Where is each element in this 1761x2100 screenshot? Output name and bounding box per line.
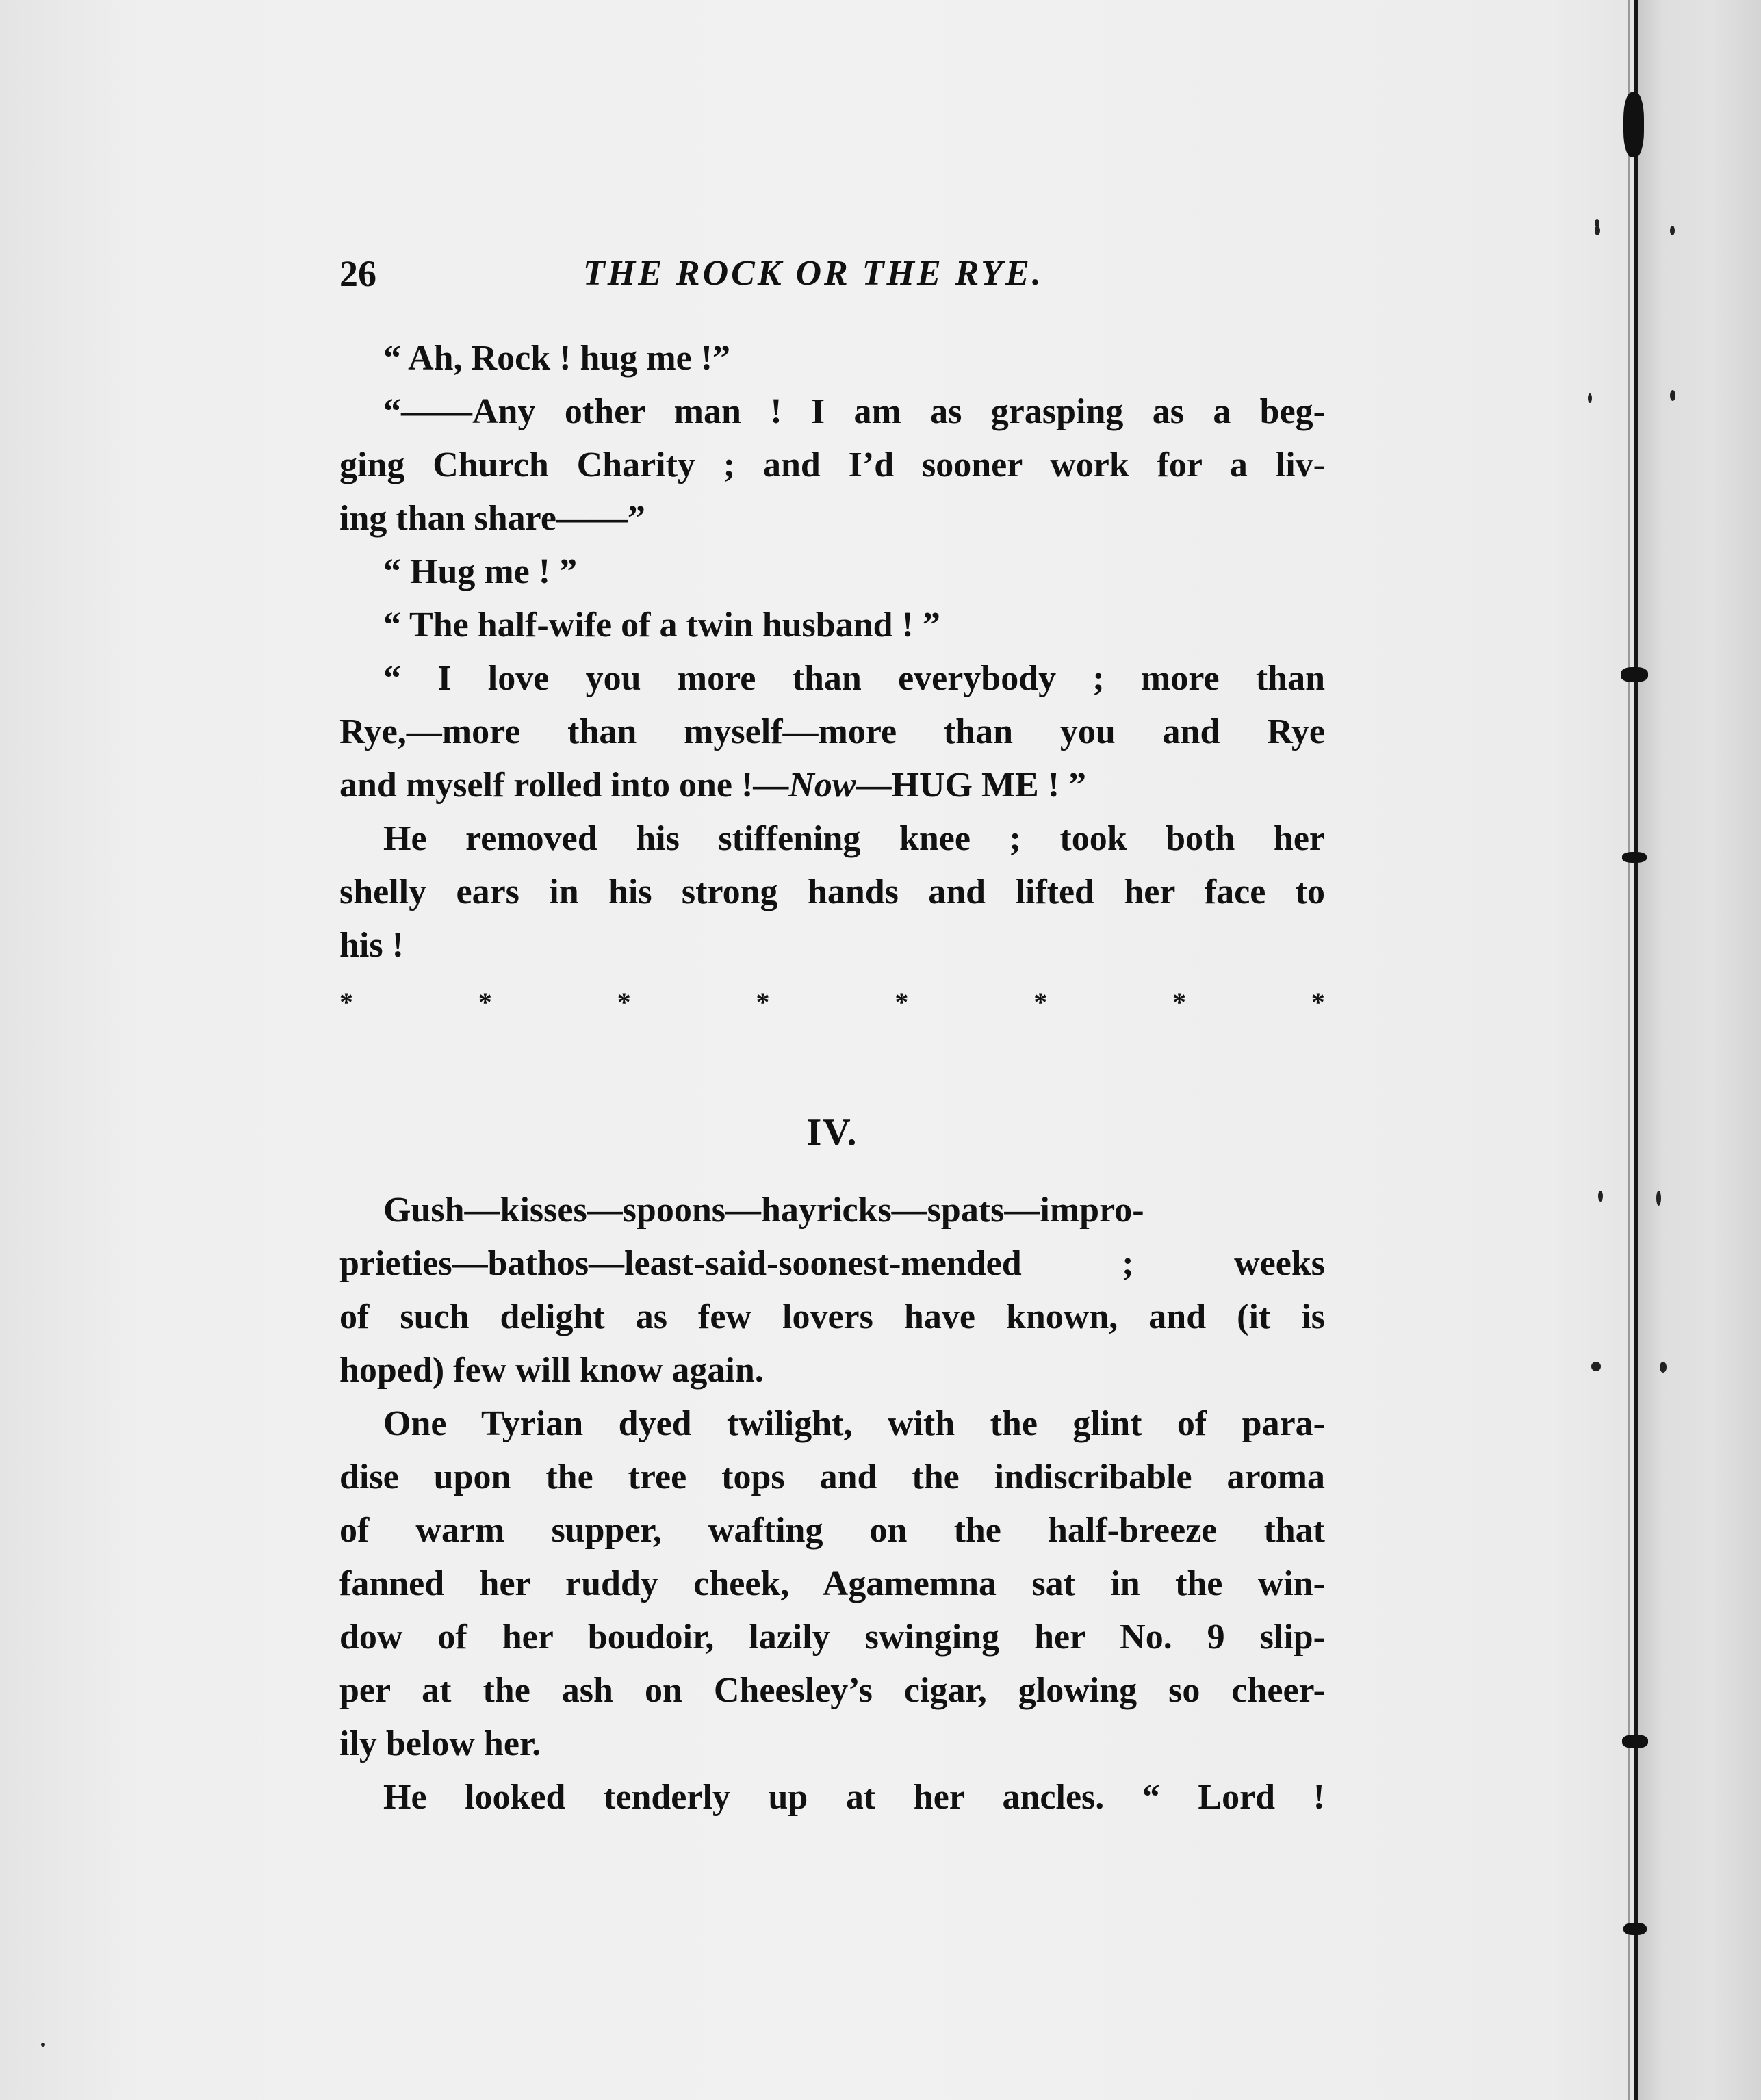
text-fragment: and myself rolled into one !— [339, 766, 789, 805]
binding-stitch [1623, 92, 1644, 157]
running-head: THE ROCK OR THE RYE. [583, 254, 1044, 293]
text-line: hoped) few will know again. [339, 1351, 764, 1390]
scan-speck [1595, 226, 1600, 235]
binding-stitch [1622, 852, 1647, 863]
text-line: his ! [339, 926, 404, 965]
scan-speck [1588, 393, 1592, 403]
text-line [339, 545, 1325, 599]
scan-speck [1598, 1191, 1603, 1202]
scan-speck [1591, 1362, 1601, 1371]
text-fragment: —HUG ME ! ” [856, 766, 1087, 805]
binding-spine [1634, 0, 1638, 2100]
text-line [339, 759, 1325, 812]
text-line: ing than share——” [339, 499, 645, 538]
text-line: “——Any other man ! I am as grasping as a beg- [383, 392, 1325, 431]
text-line: prieties—bathos—least-said-soonest-mended ; weeks [339, 1244, 1325, 1283]
binding-stitch [1621, 667, 1648, 682]
asterisk: * [339, 987, 353, 1017]
section-break-asterisks [339, 989, 1325, 1016]
text-line: “ The half-wife of a twin husband ! ” [383, 606, 940, 645]
section-heading: IV. [806, 1111, 858, 1154]
narrative-block [339, 1184, 1325, 1824]
scan-speck [1670, 390, 1675, 401]
binding-stitch [1622, 1735, 1648, 1748]
page-header [339, 250, 1325, 298]
text-line: One Tyrian dyed twilight, with the glint of para- [383, 1404, 1325, 1443]
dialogue-block [339, 332, 1325, 972]
asterisk: * [1172, 987, 1187, 1017]
scan-speck [1656, 1191, 1661, 1206]
text-line: ily below her. [339, 1724, 541, 1763]
text-line: He removed his stiffening knee ; took both her [383, 819, 1325, 858]
text-line: per at the ash on Cheesley’s cigar, glowing so cheer- [339, 1671, 1325, 1710]
asterisk: * [1033, 987, 1048, 1017]
text-line: “ I love you more than everybody ; more than [383, 659, 1325, 698]
text-line: dow of her boudoir, lazily swinging her No. 9 slip- [339, 1618, 1325, 1657]
text-line: of such delight as few lovers have known, and (it is [339, 1297, 1325, 1336]
scan-speck [41, 2043, 45, 2047]
scan-speck [1595, 219, 1599, 227]
text-line: He looked tenderly up at her ancles. “ Lord ! [383, 1778, 1325, 1817]
binding-line [1628, 0, 1630, 2100]
asterisk: * [617, 987, 631, 1017]
text-line: of warm supper, wafting on the half-breeze that [339, 1511, 1325, 1550]
binding-stitch [1623, 1923, 1647, 1935]
text-line: shelly ears in his strong hands and lifted her face to [339, 872, 1325, 911]
page-edge-shadow [1638, 0, 1761, 2100]
hug-me-exclaim: “ Hug me ! ” [383, 552, 578, 591]
asterisk: * [478, 987, 492, 1017]
asterisk: * [756, 987, 770, 1017]
asterisk: * [1311, 987, 1325, 1017]
scan-speck [1670, 226, 1675, 235]
italic-now: Now [788, 766, 856, 805]
text-line: “ Ah, Rock ! hug me !” [383, 339, 731, 378]
text-line: Rye,—more than myself—more than you and Rye [339, 712, 1325, 751]
page-number: 26 [339, 253, 376, 294]
text-line: fanned her ruddy cheek, Agamemna sat in the win- [339, 1564, 1325, 1603]
scan-speck [1660, 1362, 1667, 1373]
asterisk: * [895, 987, 909, 1017]
text-line: dise upon the tree tops and the indiscribable aroma [339, 1457, 1325, 1496]
text-line: Gush—kisses—spoons—hayricks—spats—impro- [383, 1191, 1144, 1230]
text-line: ging Church Charity ; and I’d sooner work for a liv- [339, 445, 1325, 484]
